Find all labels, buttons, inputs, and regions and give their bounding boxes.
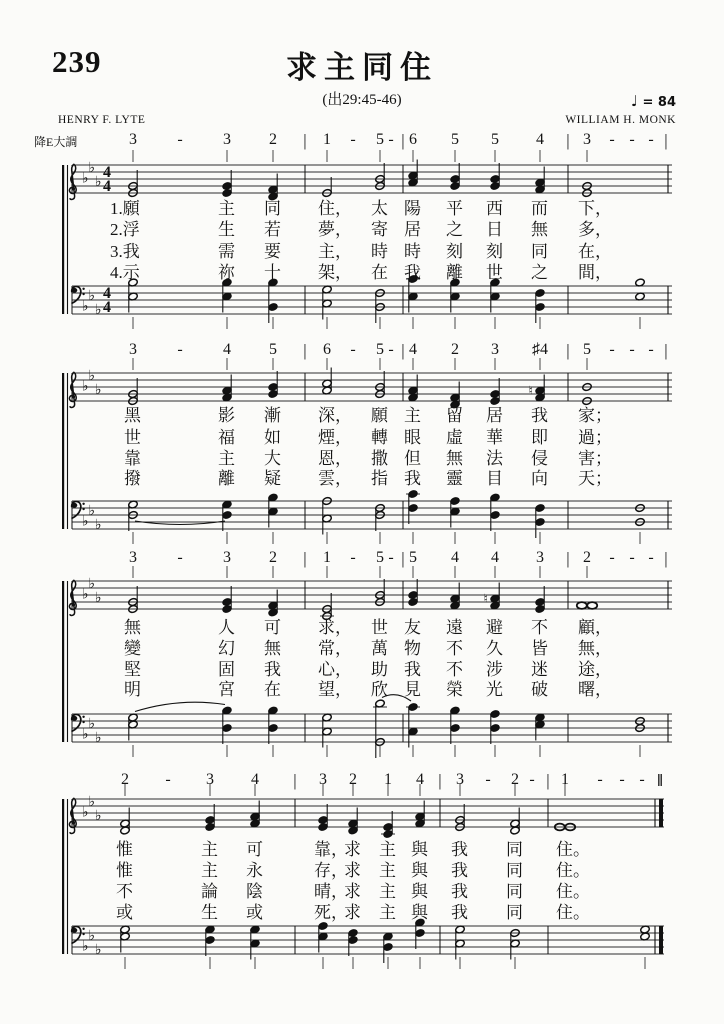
- lyric-syllable: 同: [264, 199, 281, 218]
- lyric-syllable: 4.示: [110, 263, 140, 282]
- lyric-syllable: 友: [404, 618, 421, 637]
- lyric-syllable: 黑: [124, 406, 141, 425]
- lyric-syllable: 我: [451, 903, 468, 922]
- lyric-syllable: 無: [446, 449, 463, 468]
- lyric-syllable: 皆: [531, 639, 548, 658]
- quarter-note-icon: ♩: [630, 92, 638, 110]
- lyric-syllable: 寄: [371, 220, 388, 239]
- jianpu-number: 2: [511, 771, 519, 788]
- jianpu-number: 3: [319, 771, 327, 788]
- lyric-syllable: 同: [506, 840, 523, 859]
- lyric-syllable: 3.我: [110, 242, 140, 261]
- lyric-syllable: 求: [344, 861, 361, 880]
- jianpu-number: 2: [583, 549, 591, 566]
- lyric-syllable: 同: [506, 903, 523, 922]
- lyric-syllable: 人: [218, 618, 235, 637]
- jianpu-number: 3: [536, 549, 544, 566]
- jianpu-number: 6: [409, 131, 417, 148]
- jianpu-number: 4: [416, 771, 424, 788]
- lyric-syllable: 明: [124, 680, 141, 699]
- lyric-syllable: 我: [451, 882, 468, 901]
- lyric-syllable: 求: [344, 882, 361, 901]
- jianpu-number: -: [350, 549, 356, 566]
- lyric-syllable: 求: [344, 840, 361, 859]
- lyric-syllable: 宮: [218, 680, 235, 699]
- jianpu-number: 4: [451, 549, 459, 566]
- jianpu-number: -: [597, 771, 603, 788]
- lyric-syllable: 華: [486, 428, 503, 447]
- lyric-syllable: 影: [218, 406, 235, 425]
- lyric-syllable: 求: [344, 903, 361, 922]
- jianpu-barline: |: [664, 341, 668, 360]
- jianpu-number: -: [177, 341, 183, 358]
- jianpu-number: 5: [376, 549, 384, 566]
- jianpu-number: -: [177, 549, 183, 566]
- lyric-syllable: 西: [486, 199, 503, 218]
- scripture-reference: (出29:45-46): [322, 92, 402, 108]
- lyric-syllable: 我: [404, 660, 421, 679]
- jianpu-number: ♯4: [532, 341, 548, 358]
- svg-text:♮: ♮: [528, 383, 533, 398]
- lyric-syllable: 指: [371, 469, 388, 488]
- lyric-syllable: 住。: [556, 882, 590, 901]
- lyric-syllable: 主: [379, 861, 396, 880]
- lyric-syllable: 求，: [318, 618, 352, 637]
- svg-text:♭: ♭: [82, 938, 89, 955]
- treble-clef-icon: [69, 164, 76, 199]
- lyric-syllable: 眼: [404, 428, 421, 447]
- hymn-title: 求主同住: [286, 50, 438, 85]
- svg-text:♭: ♭: [82, 378, 89, 395]
- lyric-syllable: 間，: [578, 263, 612, 282]
- lyric-syllable: 撒: [371, 449, 388, 468]
- lyric-syllable: 變: [124, 639, 141, 658]
- lyric-syllable: 架，: [318, 263, 352, 282]
- lyric-syllable: 固: [218, 660, 235, 679]
- jianpu-number: 3: [583, 131, 591, 148]
- svg-text:♭: ♭: [82, 513, 89, 530]
- lyric-syllable: 與: [411, 840, 428, 859]
- jianpu-number: 1: [384, 771, 392, 788]
- lyric-syllable: 漸: [264, 406, 281, 425]
- jianpu-barline: ‖: [657, 771, 663, 790]
- treble-clef-icon: [69, 798, 76, 833]
- lyric-syllable: 死，: [314, 903, 348, 922]
- lyric-syllable: 居: [404, 220, 421, 239]
- lyric-syllable: 夢，: [318, 220, 352, 239]
- lyric-syllable: 生: [218, 220, 235, 239]
- lyric-syllable: 幻: [218, 639, 235, 658]
- svg-text:♭: ♭: [88, 716, 96, 732]
- jianpu-number: -: [609, 341, 615, 358]
- lyric-syllable: 不: [116, 882, 133, 901]
- jianpu-barline: |: [566, 549, 570, 568]
- lyric-syllable: 堅: [124, 660, 141, 679]
- lyric-syllable: 世: [486, 263, 503, 282]
- jianpu-number: 3: [129, 131, 137, 148]
- jianpu-number: -: [648, 341, 654, 358]
- lyric-syllable: 刻: [446, 242, 463, 261]
- svg-text:♭: ♭: [82, 586, 89, 603]
- lyric-syllable: 雲，: [318, 469, 352, 488]
- lyric-syllable: 之: [531, 263, 548, 282]
- lyric-syllable: 或: [246, 903, 263, 922]
- jianpu-number: 3: [206, 771, 214, 788]
- jianpu-number: -: [609, 131, 615, 148]
- lyric-syllable: 與: [411, 882, 428, 901]
- jianpu-barline: |: [303, 131, 307, 150]
- lyric-syllable: 虛: [446, 428, 463, 447]
- jianpu-barline: |: [664, 549, 668, 568]
- lyric-syllable: 法: [486, 449, 503, 468]
- svg-text:4: 4: [103, 178, 111, 195]
- lyric-syllable: 離: [446, 263, 463, 282]
- lyric-syllable: 陰: [246, 882, 263, 901]
- lyric-syllable: 時: [371, 242, 388, 261]
- lyric-syllable: 或: [116, 903, 133, 922]
- lyric-syllable: 破: [531, 680, 548, 699]
- jianpu-barline: |: [303, 341, 307, 360]
- jianpu-number: -: [529, 771, 535, 788]
- lyric-syllable: 靠: [124, 449, 141, 468]
- lyric-syllable: 轉: [371, 428, 388, 447]
- lyric-syllable: 我: [531, 406, 548, 425]
- lyric-syllable: 惟: [116, 861, 133, 880]
- jianpu-number: 5: [376, 341, 384, 358]
- lyric-syllable: 曙，: [578, 680, 612, 699]
- jianpu-number: 4: [223, 341, 231, 358]
- lyric-syllable: 十: [264, 263, 281, 282]
- lyric-syllable: 我: [451, 861, 468, 880]
- jianpu-number: 2: [451, 341, 459, 358]
- lyric-syllable: 平: [446, 199, 463, 218]
- jianpu-number: -: [485, 771, 491, 788]
- lyric-syllable: 福: [218, 428, 235, 447]
- lyric-syllable: 論: [201, 882, 218, 901]
- jianpu-barline: |: [401, 341, 405, 360]
- lyric-syllable: 在: [264, 680, 281, 699]
- svg-text:♭: ♭: [95, 302, 102, 318]
- lyric-syllable: 太: [371, 199, 388, 218]
- lyric-syllable: 我: [404, 263, 421, 282]
- lyric-syllable: 可: [246, 840, 263, 859]
- jianpu-number: 3: [456, 771, 464, 788]
- jianpu-barline: |: [566, 341, 570, 360]
- lyric-syllable: 主: [218, 199, 235, 218]
- jianpu-number: 5: [376, 131, 384, 148]
- lyric-syllable: 不: [446, 639, 463, 658]
- svg-text:♭: ♭: [82, 170, 89, 187]
- svg-text:♭: ♭: [95, 517, 102, 533]
- lyric-syllable: 榮: [446, 680, 463, 699]
- svg-text:4: 4: [103, 164, 111, 181]
- lyric-syllable: 大: [264, 449, 281, 468]
- lyric-syllable: 在: [371, 263, 388, 282]
- lyric-syllable: 顧，: [578, 618, 612, 637]
- lyric-syllable: 無: [531, 220, 548, 239]
- lyric-syllable: 生: [201, 903, 218, 922]
- lyric-syllable: 萬: [371, 639, 388, 658]
- lyric-syllable: 無，: [578, 639, 612, 658]
- jianpu-number: 5: [583, 341, 591, 358]
- jianpu-number: -: [648, 131, 654, 148]
- jianpu-number: 4: [491, 549, 499, 566]
- lyric-syllable: 無: [124, 618, 141, 637]
- lyric-syllable: 避: [486, 618, 503, 637]
- lyric-syllable: 侵: [531, 449, 548, 468]
- jianpu-number: 2: [349, 771, 357, 788]
- jianpu-barline: |: [438, 771, 442, 790]
- lyric-syllable: 居: [486, 406, 503, 425]
- lyric-syllable: 不: [531, 618, 548, 637]
- jianpu-number: 1: [323, 549, 331, 566]
- jianpu-barline: |: [401, 131, 405, 150]
- lyric-syllable: 但: [404, 449, 421, 468]
- lyric-syllable: 恩，: [318, 449, 352, 468]
- jianpu-number: 5: [269, 341, 277, 358]
- svg-text:♭: ♭: [95, 382, 102, 398]
- lyric-syllable: 如: [264, 428, 281, 447]
- jianpu-number: 5: [409, 549, 417, 566]
- lyric-syllable: 途，: [578, 660, 612, 679]
- lyric-syllable: 同: [506, 882, 523, 901]
- lyric-syllable: 祢: [218, 263, 235, 282]
- lyric-syllable: 害；: [578, 449, 612, 468]
- lyric-syllable: 主: [379, 903, 396, 922]
- lyric-syllable: 永: [246, 861, 263, 880]
- composer-credit: WILLIAM H. MONK: [565, 114, 676, 126]
- jianpu-number: 3: [491, 341, 499, 358]
- lyric-syllable: 望，: [318, 680, 352, 699]
- lyric-syllable: 遠: [446, 618, 463, 637]
- lyric-syllable: 光: [486, 680, 503, 699]
- lyric-syllable: 願: [371, 406, 388, 425]
- svg-text:4: 4: [103, 285, 111, 302]
- lyric-syllable: 需: [218, 242, 235, 261]
- svg-text:♭: ♭: [95, 174, 102, 190]
- lyric-syllable: 刻: [486, 242, 503, 261]
- lyric-syllable: 助: [371, 660, 388, 679]
- lyric-syllable: 而: [531, 199, 548, 218]
- svg-text:♮: ♮: [483, 591, 488, 606]
- jianpu-barline: |: [566, 131, 570, 150]
- lyric-syllable: 同: [531, 242, 548, 261]
- lyric-syllable: 煙，: [318, 428, 352, 447]
- lyric-syllable: 在，: [578, 242, 612, 261]
- lyric-syllable: 靠，: [314, 840, 348, 859]
- lyric-syllable: 之: [446, 220, 463, 239]
- jianpu-number: 2: [121, 771, 129, 788]
- svg-text:♭: ♭: [88, 368, 96, 384]
- lyric-syllable: 主，: [318, 242, 352, 261]
- lyric-syllable: 撥: [124, 469, 141, 488]
- lyric-syllable: 靈: [446, 469, 463, 488]
- svg-text:♭: ♭: [95, 808, 102, 824]
- jianpu-number: -: [388, 131, 394, 148]
- lyric-syllable: 無: [264, 639, 281, 658]
- key-signature-label: 降E大調: [34, 135, 78, 149]
- lyric-syllable: 我: [404, 469, 421, 488]
- jianpu-number: -: [177, 131, 183, 148]
- lyric-syllable: 陽: [404, 199, 421, 218]
- treble-clef-icon: [69, 372, 76, 407]
- jianpu-number: -: [609, 549, 615, 566]
- lyric-syllable: 物: [404, 639, 421, 658]
- jianpu-number: 4: [251, 771, 259, 788]
- lyric-syllable: 住。: [556, 903, 590, 922]
- lyric-syllable: 天；: [578, 469, 612, 488]
- lyric-syllable: 疑: [264, 469, 281, 488]
- lyric-syllable: 主: [201, 861, 218, 880]
- lyric-syllable: 主: [404, 406, 421, 425]
- lyric-syllable: 2.浮: [110, 220, 140, 239]
- lyric-syllable: 深，: [318, 406, 352, 425]
- jianpu-number: -: [629, 131, 635, 148]
- svg-text:♭: ♭: [88, 503, 96, 519]
- lyric-syllable: 不: [446, 660, 463, 679]
- jianpu-barline: |: [546, 771, 550, 790]
- jianpu-number: 4: [536, 131, 544, 148]
- svg-text:♭: ♭: [95, 590, 102, 606]
- lyric-syllable: 下，: [578, 199, 612, 218]
- jianpu-number: -: [629, 549, 635, 566]
- svg-text:♭: ♭: [88, 928, 96, 944]
- jianpu-barline: |: [401, 549, 405, 568]
- lyric-syllable: 世: [124, 428, 141, 447]
- lyric-syllable: 可: [264, 618, 281, 637]
- jianpu-number: 5: [491, 131, 499, 148]
- jianpu-number: 3: [223, 549, 231, 566]
- svg-text:♭: ♭: [82, 726, 89, 743]
- jianpu-number: 2: [269, 549, 277, 566]
- jianpu-number: -: [388, 549, 394, 566]
- lyric-syllable: 家；: [578, 406, 612, 425]
- lyric-syllable: 向: [531, 469, 548, 488]
- lyric-syllable: 常，: [318, 639, 352, 658]
- jianpu-number: 6: [323, 341, 331, 358]
- svg-text:♭: ♭: [95, 730, 102, 746]
- treble-clef-icon: [69, 580, 76, 615]
- svg-text:♭: ♭: [82, 298, 89, 315]
- jianpu-number: 1: [561, 771, 569, 788]
- jianpu-number: -: [165, 771, 171, 788]
- jianpu-number: 3: [129, 549, 137, 566]
- lyric-syllable: 住。: [556, 861, 590, 880]
- lyric-syllable: 同: [506, 861, 523, 880]
- jianpu-number: -: [350, 341, 356, 358]
- jianpu-number: 4: [409, 341, 417, 358]
- jianpu-number: -: [629, 341, 635, 358]
- jianpu-number: -: [639, 771, 645, 788]
- svg-text:♭: ♭: [88, 794, 96, 810]
- svg-text:♭: ♭: [95, 942, 102, 958]
- lyric-syllable: 心，: [318, 660, 352, 679]
- svg-text:♭: ♭: [88, 288, 96, 304]
- lyric-syllable: 與: [411, 861, 428, 880]
- lyric-syllable: 我: [264, 660, 281, 679]
- lyric-syllable: 住，: [318, 199, 352, 218]
- jianpu-barline: |: [664, 131, 668, 150]
- lyric-syllable: 世: [371, 618, 388, 637]
- lyric-syllable: 時: [404, 242, 421, 261]
- lyric-syllable: 主: [218, 449, 235, 468]
- lyric-syllable: 見: [404, 680, 421, 699]
- svg-text:♭: ♭: [88, 160, 96, 176]
- lyric-syllable: 多，: [578, 220, 612, 239]
- lyric-syllable: 留: [446, 406, 463, 425]
- lyric-syllable: 我: [451, 840, 468, 859]
- jianpu-number: 3: [223, 131, 231, 148]
- jianpu-number: -: [388, 341, 394, 358]
- hymn-number: 239: [52, 44, 102, 79]
- lyric-syllable: 日: [486, 220, 503, 239]
- svg-text:♭: ♭: [88, 576, 96, 592]
- tempo-value: = 84: [642, 95, 676, 110]
- lyric-syllable: 住。: [556, 840, 590, 859]
- jianpu-number: -: [350, 131, 356, 148]
- lyric-syllable: 即: [531, 428, 548, 447]
- lyric-syllable: 過；: [578, 428, 612, 447]
- jianpu-number: -: [648, 549, 654, 566]
- svg-text:4: 4: [103, 299, 111, 316]
- lyric-syllable: 存，: [314, 861, 348, 880]
- lyric-syllable: 惟: [116, 840, 133, 859]
- lyric-syllable: 晴，: [314, 882, 348, 901]
- svg-text:♭: ♭: [82, 804, 89, 821]
- jianpu-number: 5: [451, 131, 459, 148]
- lyric-syllable: 涉: [486, 660, 503, 679]
- lyric-syllable: 若: [264, 220, 281, 239]
- lyric-syllable: 欣: [371, 680, 388, 699]
- jianpu-number: 3: [129, 341, 137, 358]
- jianpu-number: -: [619, 771, 625, 788]
- lyric-syllable: 主: [201, 840, 218, 859]
- jianpu-barline: |: [293, 771, 297, 790]
- lyric-syllable: 主: [379, 840, 396, 859]
- lyric-syllable: 迷: [531, 660, 548, 679]
- lyric-syllable: 主: [379, 882, 396, 901]
- jianpu-number: 2: [269, 131, 277, 148]
- lyric-syllable: 與: [411, 903, 428, 922]
- lyric-syllable: 1.願: [110, 199, 140, 218]
- lyric-syllable: 要: [264, 242, 281, 261]
- jianpu-number: 1: [323, 131, 331, 148]
- lyric-syllable: 久: [486, 639, 503, 658]
- lyric-syllable: 離: [218, 469, 235, 488]
- lyricist-credit: HENRY F. LYTE: [58, 114, 146, 126]
- lyric-syllable: 目: [486, 469, 503, 488]
- jianpu-barline: |: [303, 549, 307, 568]
